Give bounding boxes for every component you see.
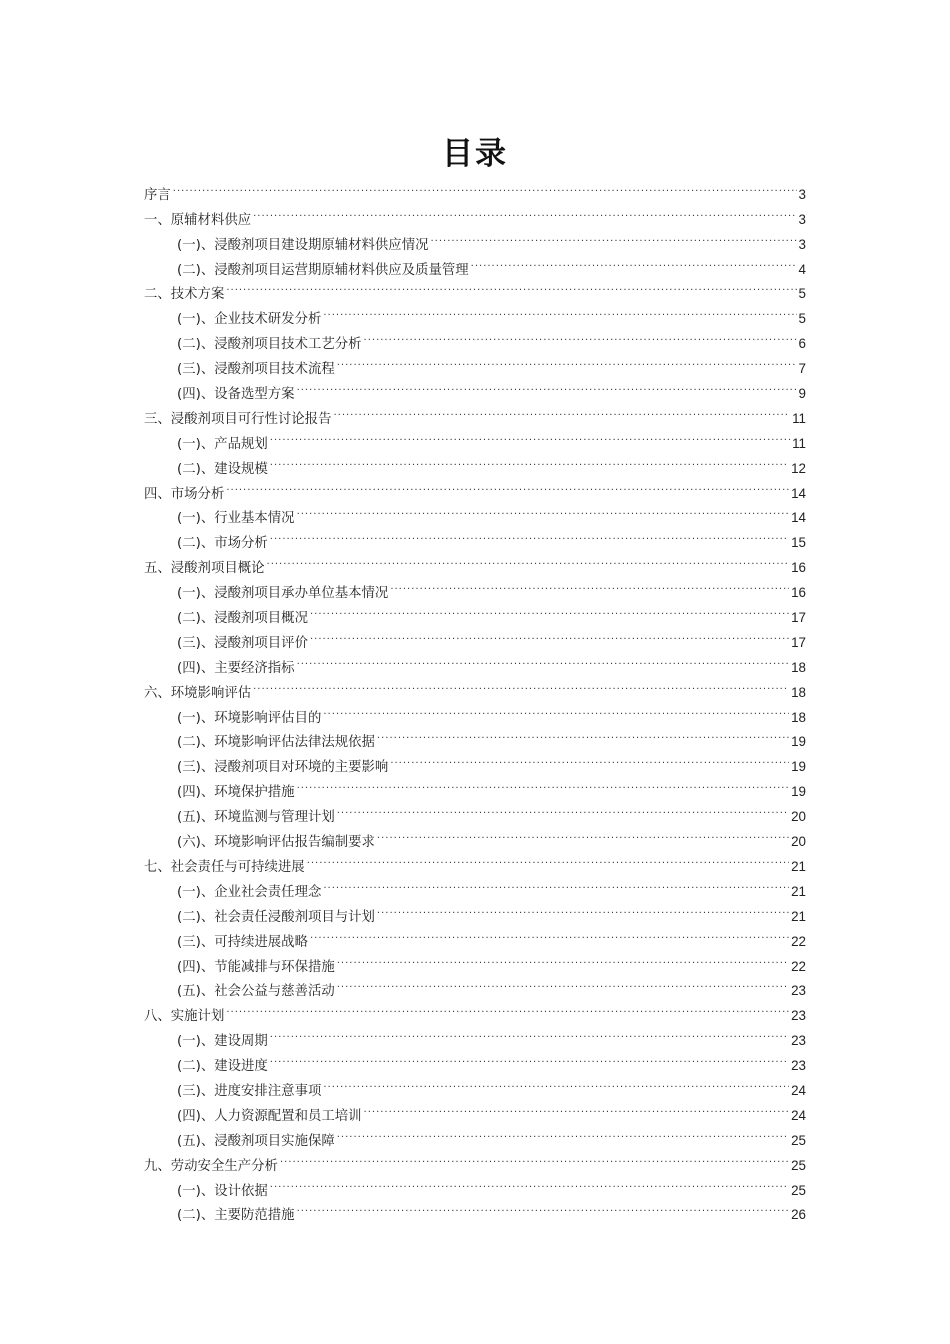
toc-entry-label: 五、浸酸剂项目概论	[144, 561, 265, 577]
toc-entry-label: 九、劳动安全生产分析	[144, 1158, 278, 1174]
toc-entry-page: 24	[791, 1107, 806, 1123]
toc-leader-dots	[226, 473, 789, 498]
toc-leader-dots	[307, 846, 789, 871]
toc-entry-page: 3	[798, 211, 806, 227]
toc-entry-page: 4	[798, 261, 806, 277]
toc-entry[interactable]	[144, 498, 806, 527]
toc-entry-label: (一)、建设周期	[177, 1034, 268, 1050]
toc-leader-dots	[270, 1020, 789, 1045]
toc-leader-dots	[173, 174, 797, 199]
toc-entry-page: 3	[798, 236, 806, 252]
toc-entry-label: (五)、环境监测与管理计划	[177, 810, 335, 826]
toc-entry-label: (一)、企业社会责任理念	[177, 884, 322, 900]
toc-entry-label: (二)、市场分析	[177, 536, 268, 552]
toc-leader-dots	[310, 921, 789, 946]
toc-entry-label: (一)、行业基本情况	[177, 511, 295, 527]
toc-entry-label: (三)、浸酸剂项目对环境的主要影响	[177, 760, 389, 776]
toc-entry-label: 二、技术方案	[144, 287, 225, 303]
toc-leader-dots	[377, 821, 789, 846]
toc-leader-dots	[270, 423, 790, 448]
toc-entry-label: (二)、浸酸剂项目概况	[177, 611, 308, 627]
toc-entry-page: 19	[791, 734, 806, 750]
toc-leader-dots	[253, 199, 796, 224]
toc-entry-page: 3	[798, 186, 806, 202]
toc-entry-label: (四)、设备选型方案	[177, 387, 295, 403]
toc-entry-page: 23	[791, 1008, 806, 1024]
toc-leader-dots	[323, 697, 789, 722]
toc-entry-page: 25	[791, 1132, 806, 1148]
toc-leader-dots	[297, 771, 790, 796]
toc-leader-dots	[297, 1195, 790, 1220]
toc-leader-dots	[377, 722, 789, 747]
toc-leader-dots	[280, 1145, 789, 1170]
toc-entry-page: 19	[791, 759, 806, 775]
toc-entry-page: 18	[791, 709, 806, 725]
toc-entry[interactable]	[144, 199, 806, 228]
toc-leader-dots	[226, 995, 789, 1020]
toc-entry-label: 四、市场分析	[144, 486, 225, 502]
toc-entry-label: 六、环境影响评估	[144, 685, 252, 701]
toc-entry-page: 5	[798, 286, 806, 302]
toc-entry-page: 17	[791, 634, 806, 650]
toc-leader-dots	[364, 1095, 790, 1120]
toc-entry-label: (二)、社会责任浸酸剂项目与计划	[177, 909, 375, 925]
toc-entry-page: 20	[791, 809, 806, 825]
toc-entry-label: (二)、建设规模	[177, 461, 268, 477]
toc-entry-label: (二)、建设进度	[177, 1059, 268, 1075]
toc-entry-page: 18	[791, 684, 806, 700]
toc-leader-dots	[337, 796, 789, 821]
toc-entry-page: 5	[798, 311, 806, 327]
toc-entry-label: 三、浸酸剂项目可行性讨论报告	[144, 411, 332, 427]
toc-entry-page: 22	[791, 933, 806, 949]
toc-entry-page: 25	[791, 1157, 806, 1173]
toc-leader-dots	[270, 522, 789, 547]
toc-entry-label: (三)、浸酸剂项目技术流程	[177, 362, 335, 378]
table-of-contents	[144, 174, 806, 1224]
toc-entry-label: (二)、主要防范措施	[177, 1208, 295, 1224]
toc-leader-dots	[226, 274, 796, 299]
toc-entry-page: 16	[791, 560, 806, 576]
toc-entry-page: 22	[791, 958, 806, 974]
toc-leader-dots	[297, 498, 790, 523]
toc-leader-dots	[364, 323, 797, 348]
toc-entry-label: (一)、产品规划	[177, 436, 268, 452]
toc-entry-label: (四)、环境保护措施	[177, 785, 295, 801]
toc-leader-dots	[337, 971, 789, 996]
toc-entry-label: (五)、社会公益与慈善活动	[177, 984, 335, 1000]
toc-entry-page: 23	[791, 1058, 806, 1074]
toc-leader-dots	[390, 572, 789, 597]
toc-entry-page: 15	[791, 535, 806, 551]
toc-entry-page: 11	[792, 435, 806, 451]
toc-entry-label: 一、原辅材料供应	[144, 212, 252, 228]
toc-entry-label: 八、实施计划	[144, 1009, 225, 1025]
toc-entry-label: (三)、浸酸剂项目评价	[177, 635, 308, 651]
toc-entry[interactable]	[144, 1020, 806, 1050]
toc-entry-page: 25	[791, 1182, 806, 1198]
toc-entry-label: (一)、浸酸剂项目承办单位基本情况	[177, 586, 389, 602]
toc-title: 目录	[442, 136, 508, 172]
toc-leader-dots	[333, 398, 790, 423]
toc-entry-page: 14	[791, 485, 806, 501]
toc-leader-dots	[337, 348, 797, 373]
toc-entry-page: 24	[791, 1082, 806, 1098]
toc-leader-dots	[430, 224, 796, 249]
toc-entry[interactable]	[144, 473, 806, 502]
toc-entry-label: (四)、主要经济指标	[177, 660, 295, 676]
toc-entry-label: (三)、可持续进展战略	[177, 934, 308, 950]
toc-leader-dots	[270, 1170, 789, 1195]
toc-leader-dots	[297, 647, 790, 672]
toc-entry-label: (四)、人力资源配置和员工培训	[177, 1108, 362, 1124]
toc-entry-label: (二)、环境影响评估法律法规依据	[177, 735, 375, 751]
toc-entry-page: 23	[791, 983, 806, 999]
toc-entry[interactable]	[144, 995, 806, 1025]
toc-entry-page: 6	[798, 336, 806, 352]
toc-entry-label: (一)、浸酸剂项目建设期原辅材料供应情况	[177, 237, 429, 253]
toc-entry-page: 17	[791, 610, 806, 626]
toc-entry-page: 18	[791, 659, 806, 675]
toc-leader-dots	[253, 672, 789, 697]
toc-entry-page: 21	[791, 883, 806, 899]
toc-leader-dots	[390, 746, 789, 771]
toc-entry[interactable]	[144, 274, 806, 303]
toc-entry-page: 14	[791, 510, 806, 526]
toc-entry-page: 12	[791, 460, 806, 476]
toc-entry-page: 11	[792, 410, 806, 426]
toc-leader-dots	[323, 1070, 789, 1095]
toc-entry-page: 21	[791, 908, 806, 924]
toc-entry-page: 9	[798, 386, 806, 402]
toc-entry-page: 19	[791, 784, 806, 800]
toc-leader-dots	[270, 448, 789, 473]
toc-entry-label: (四)、节能减排与环保措施	[177, 959, 335, 975]
toc-entry-page: 16	[791, 585, 806, 601]
toc-entry[interactable]	[144, 174, 806, 203]
toc-leader-dots	[337, 1120, 789, 1145]
toc-entry-page: 21	[791, 858, 806, 874]
toc-entry-label: (一)、企业技术研发分析	[177, 312, 322, 328]
toc-leader-dots	[297, 373, 797, 398]
toc-entry-label: (二)、浸酸剂项目运营期原辅材料供应及质量管理	[177, 262, 469, 278]
toc-entry-page: 26	[791, 1207, 806, 1223]
toc-entry-label: (一)、环境影响评估目的	[177, 710, 322, 726]
toc-leader-dots	[310, 622, 789, 647]
toc-entry[interactable]	[144, 298, 806, 328]
toc-entry-label: (六)、环境影响评估报告编制要求	[177, 835, 375, 851]
toc-entry-label: 序言	[144, 187, 171, 203]
toc-entry-label: (二)、浸酸剂项目技术工艺分析	[177, 337, 362, 353]
toc-entry-page: 7	[798, 361, 806, 377]
toc-entry-page: 20	[791, 834, 806, 850]
toc-leader-dots	[471, 249, 797, 274]
toc-entry-page: 23	[791, 1033, 806, 1049]
toc-leader-dots	[337, 946, 789, 971]
toc-leader-dots	[270, 1045, 789, 1070]
toc-entry-label: 七、社会责任与可持续进展	[144, 859, 305, 875]
toc-entry-label: (一)、设计依据	[177, 1183, 268, 1199]
toc-leader-dots	[323, 298, 796, 323]
toc-entry-label: (三)、进度安排注意事项	[177, 1083, 322, 1099]
toc-leader-dots	[310, 597, 789, 622]
toc-leader-dots	[377, 896, 789, 921]
toc-entry-label: (五)、浸酸剂项目实施保障	[177, 1133, 335, 1149]
toc-leader-dots	[323, 871, 789, 896]
toc-leader-dots	[267, 547, 790, 572]
